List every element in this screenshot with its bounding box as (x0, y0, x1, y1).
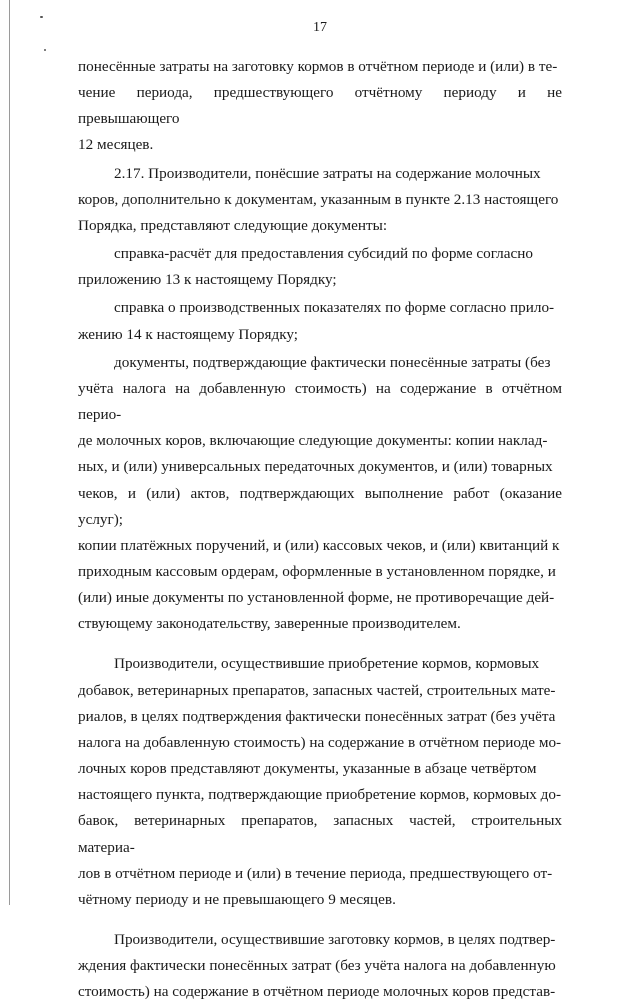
scan-speck (40, 16, 43, 18)
paragraph-continuation: понесённые затраты на заготовку кормов в отчётном периоде и (или) в те- чение периода, предшествующего отчётному периоду и не превышающего 12 месяцев. (78, 58, 562, 154)
paragraph-cost-documents: документы, подтверждающие фактически понесённые затраты (без учёта налога на добавленную стоимость) на содержание в отчётном перио- де молочных коров, включающие следующие документы: копии наклад- ных, и (или) универсальных передаточных документов, и (или) товарных чеков, и (или) актов, подтверждающих выполнение работ (оказание услуг); копии платёжных поручений, и (или) кассовых чеков, и (или) квитанций к приходным кассовым ордерам, оформленные в установленном порядке, и (или) иные документы по установленной форме, не противоречащие дей- ствующему законодательству, заверенные производителем. (78, 353, 562, 633)
document-body (78, 54, 562, 1005)
paragraph-2-17: 2.17. Производители, понёсшие затраты на содержание молочных коров, дополнительно к документам, указанным в пункте 2.13 настоящего Порядка, представляют следующие документы: (78, 164, 559, 234)
scan-speck (44, 49, 46, 51)
page-number: 17 (313, 20, 327, 35)
paragraph-calc-statement: справка-расчёт для предоставления субсидий по форме согласно приложению 13 к настоящему Порядку; (78, 245, 533, 289)
scan-left-edge (9, 0, 10, 905)
paragraph-production-statement: справка о производственных показателях по форме согласно прило- жению 14 к настоящему Порядку; (78, 299, 555, 343)
paragraph-purchase-producers: Производители, осуществившие приобретение кормов, кормовых добавок, ветеринарных препаратов, запасных частей, строительных мате- риалов, в целях подтверждения фактически понесённых затрат (без учёта налога на добавленную стоимость) на содержание в отчётном периоде мо- лочных коров представляют документы, указанные в абзаце четвёртом настоящего пункта, подтверждающие приобретение кормов, кормовых до- бавок, ветеринарных препаратов, запасных частей, строительных материа- лов в отчётном периоде и (или) в течение периода, предшествующего от- чётному периоду и не превышающего 9 месяцев. (78, 655, 562, 908)
paragraph-feed-producers: Производители, осуществившие заготовку кормов, в целях подтвер- ждения фактически понесённых затрат (без учёта налога на добавленную стоимость) на содержание в отчётном периоде молочных коров представ- (78, 931, 556, 1001)
